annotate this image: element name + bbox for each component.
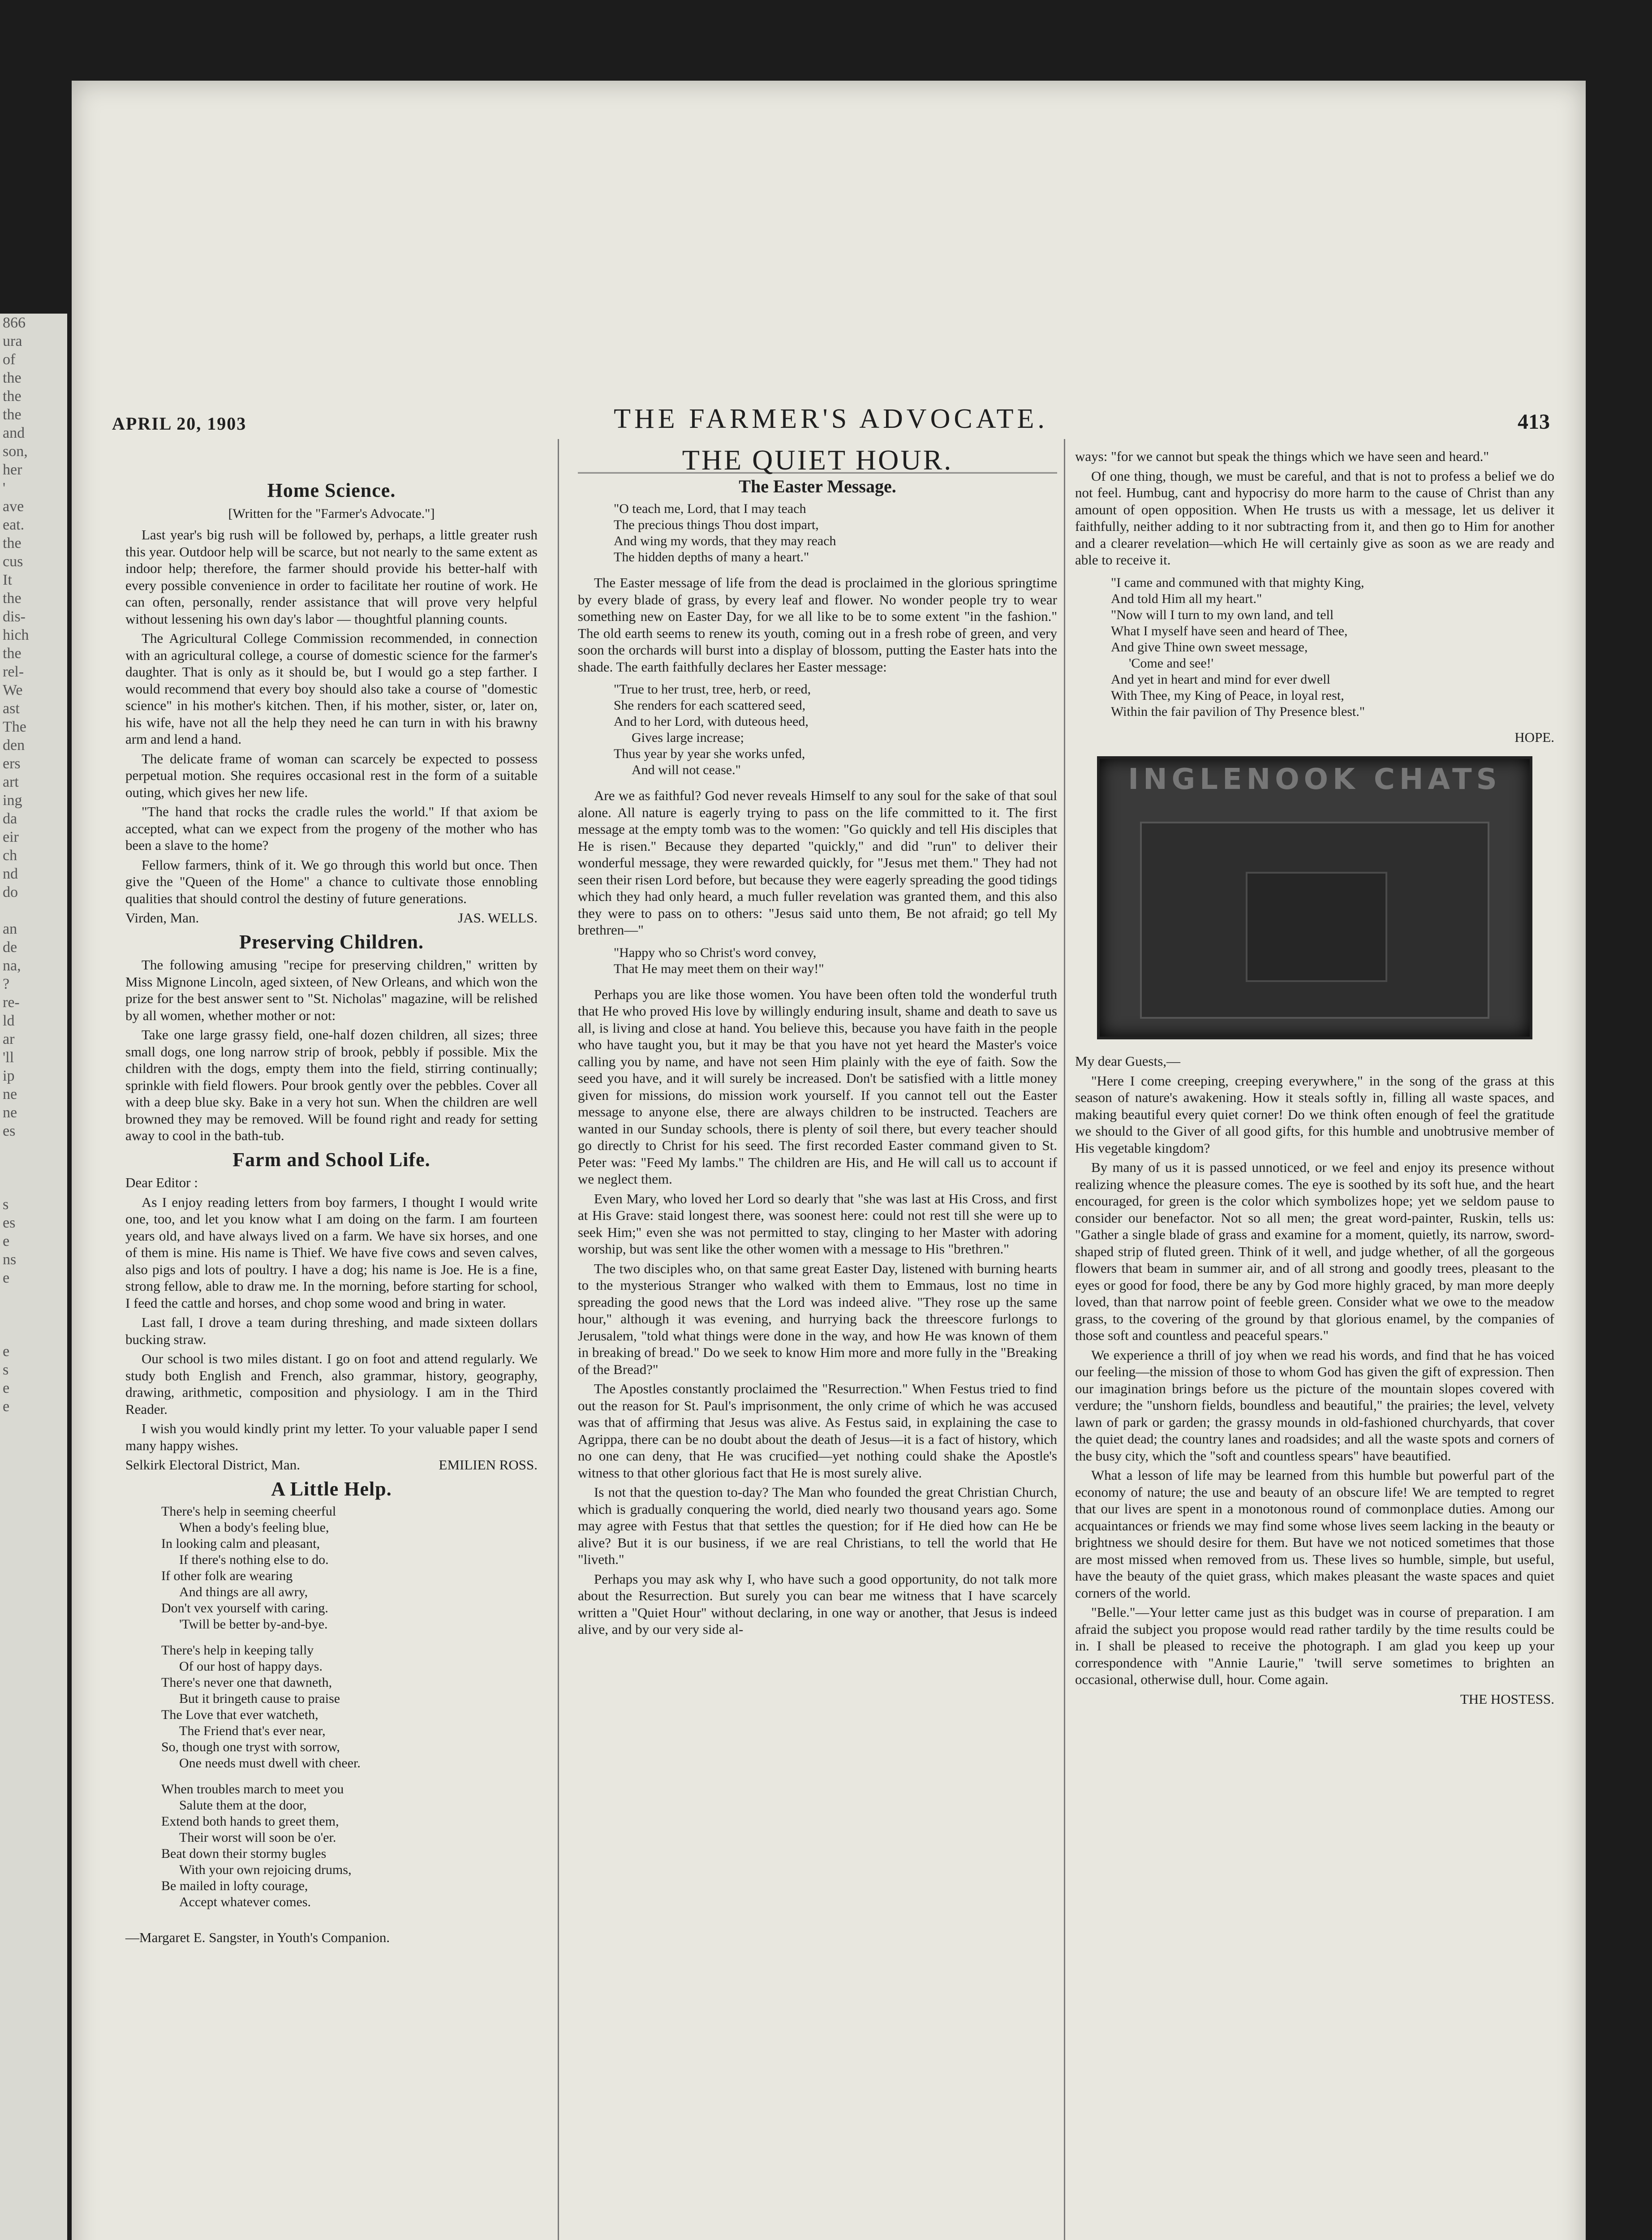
facing-page-fragment: re- [3, 994, 20, 1011]
page-header [112, 403, 1550, 435]
short-verse [614, 945, 1057, 977]
poem-line: The Friend that's ever near, [179, 1723, 326, 1738]
poem-line: One needs must dwell with cheer. [179, 1756, 361, 1770]
little-help-attribution: —Margaret E. Sangster, in Youth's Companion. [125, 1930, 390, 1945]
facing-page-fragment: da [3, 810, 17, 827]
verse-line: "I came and communed with that mighty King, [1111, 575, 1364, 590]
stanza-break [161, 1771, 538, 1781]
poem-line: Be mailed in lofty courage, [161, 1878, 308, 1893]
easter-body-d [1075, 468, 1554, 569]
facing-page-fragment: es [3, 1215, 16, 1231]
easter-body-c [578, 986, 1057, 1638]
preserving-children-body [125, 956, 538, 1144]
facing-page-fragment: her [3, 461, 22, 478]
poem-line: 'Twill be better by-and-bye. [179, 1617, 328, 1632]
little-help-heading: A Little Help. [271, 1478, 392, 1500]
poem-line: If other folk are wearing [161, 1568, 293, 1583]
poem-line: Accept whatever comes. [179, 1895, 311, 1909]
home-science-paragraph: The Agricultural College Commission recommended, in connection with an agricultural college, a course of domestic science for the farmer's daughter. That is only as it should be, but I would go a step farther. I would recommend that every boy should also take a course of "domestic science" in his mother's kitchen. Then, if his mother, sister, or, later on, his wife, have not all the help they need he can turn in with his brawny arm and lend a hand. [125, 630, 538, 747]
facing-page-fragment: ave [3, 498, 24, 515]
verse-line: And give Thine own sweet message, [1111, 639, 1308, 655]
inglenook-signature: THE HOSTESS. [1460, 1691, 1554, 1707]
facing-page-fragment [0, 901, 67, 920]
farm-school-paragraph: Last fall, I drove a team during threshing, and made sixteen dollars bucking straw. [125, 1314, 538, 1347]
poem-line: When a body's feeling blue, [179, 1520, 329, 1535]
home-science-paragraph: Fellow farmers, think of it. We go through this world but once. Then give the "Queen of the Home" a chance to cultivate those ennobling qualities that should control the destiny of future generations. [125, 857, 538, 906]
column-left [125, 475, 538, 1949]
middle-verse [614, 681, 1057, 778]
page-number: 413 [1518, 410, 1550, 434]
verse-line: And wing my words, that they may reach [614, 534, 836, 548]
inglenook-salutation: My dear Guests,— [1075, 1053, 1181, 1069]
facing-page-fragment: eat. [3, 517, 25, 533]
easter-paragraph: The Apostles constantly proclaimed the "Resurrection." When Festus tried to find out the reason for St. Paul's imprisonment, the only crime of which he was accused was that of affirming that Jesus was alive. As Festus said, in explaining the case to Agrippa, there can be no doubt about the death of Jesus—it is a fact of history, which no one can deny, that He was crucified—yet nothing could shake the Apostle's witness to that other glorious fact that He is most surely alive. [578, 1381, 1057, 1481]
facing-page-fragment: dis- [3, 608, 26, 625]
verse-line: And told Him all my heart." [1111, 591, 1262, 606]
facing-page-fragment: ld [3, 1012, 15, 1029]
verse-line: What I myself have seen and heard of Thee, [1111, 623, 1348, 638]
farm-school-paragraph: As I enjoy reading letters from boy farmers, I thought I would write one, too, and let you know what I am doing on the farm. I am fourteen years old, and have always lived on a farm. We have six horses, and one of them is mine. His name is Thief. We have five cows and seven calves, also pigs and lots of poultry. I have a dog; his name is Joe. He is a fine, strong fellow, able to draw me. In the morning, before starting for school, I feed the cattle and horses, and chop some wood and bring in water. [125, 1194, 538, 1311]
quiet-hour-signature: HOPE. [1514, 729, 1554, 745]
facing-page-fragment: s [3, 1361, 9, 1378]
home-science-paragraph: "The hand that rocks the cradle rules the world." If that axiom be accepted, what can we expect from the progeny of the mother who has been a slave to the home? [125, 804, 538, 853]
facing-page-fragment: ers [3, 755, 21, 772]
quiet-hour-continuation: ways: "for we cannot but speak the things which we have seen and heard." [1075, 448, 1489, 464]
inglenook-chats-banner [1097, 756, 1532, 1039]
verse-line: The precious things Thou dost impart, [614, 517, 819, 532]
poem-line: So, though one tryst with sorrow, [161, 1740, 340, 1754]
verse-line: "Now will I turn to my own land, and tell [1111, 607, 1334, 622]
verse-line: Within the fair pavilion of Thy Presence blest." [1111, 704, 1365, 719]
farm-school-salutation: Dear Editor : [125, 1175, 198, 1190]
verse-line: With Thee, my King of Peace, in loyal rest, [1111, 688, 1344, 703]
easter-paragraph: Even Mary, who loved her Lord so dearly that "she was last at His Cross, and first at His Grave: staid longest there, was soonest here: could not rest till she were up to seek Him;" even she was not permitted to stay, clinging to her Master with adoring worship, but was sent like the other women with a message to His "brethren." [578, 1190, 1057, 1257]
poem-line: Extend both hands to greet them, [161, 1814, 339, 1829]
facing-page-fragment [0, 1305, 67, 1324]
easter-paragraph: The Easter message of life from the dead is proclaimed in the glorious springtime by every blade of grass, by every leaf and flower. No wonder people try to wear something new on Easter Day, for we all like to be to some extent "in the fashion." The old earth seems to renew its youth, coming out in a fresh robe of green, and very soon the orchards will burst into a display of blossom, putting the Easter hats into the shade. The earth faithfully declares her Easter message: [578, 575, 1057, 675]
facing-page-fragment: e [3, 1233, 10, 1249]
inglenook-paragraph: "Belle."—Your letter came just as this budget was in course of preparation. I am afraid the subject you propose would read rather tardily by the time results could be in. I shall be pleased to receive the photograph. I am glad you keep up your correspondence with "Annie Laurie," 'twill serve sometimes to brighten an occasional, otherwise dull, hour. Come again. [1075, 1604, 1554, 1687]
facing-page-fragment: ne [3, 1104, 17, 1121]
verse-line: And to her Lord, with duteous heed, [614, 714, 809, 729]
inglenook-paragraph: "Here I come creeping, creeping everywhere," in the song of the grass at this season of nature's awakening. How it steals softly in, filling all waste spaces, and making beautiful every quiet corner! Do we think often enough of feel the gratitude we should to the Giver of all good gifts, for this humble and unobtrusive member of His vegetable kingdom? [1075, 1073, 1554, 1156]
facing-page-fragment: na, [3, 957, 21, 974]
facing-page-fragment: do [3, 884, 18, 900]
easter-body-b [578, 787, 1057, 939]
column-right [1075, 448, 1554, 1710]
inglenook-paragraph: By many of us it is passed unnoticed, or we feel and enjoy its presence without realizing whence the pleasure comes. The eye is soothed by its soft hue, and the heart encouraged, for green is the color which symbolizes hope; yet we seldom pause to consider our benefactor. Not so all men; the great word-painter, Ruskin, tells us: "Gather a single blade of grass and examine for a moment, quietly, its narrow, sword-shaped strip of fluted green. Think of it well, and judge whether, of all the gorgeous flowers that beam in summer air, and of all strong and goodly trees, pleasant to the eyes or good for food, there be any by God more highly graced, by man more deeply loved, than that narrow point of feeble green. Consider what we owe to the meadow grass, to the covering of the ground by that glorious enamel, by the companies of those soft and countless and peaceful spears." [1075, 1159, 1554, 1343]
facing-page-fragment: ns [3, 1251, 17, 1268]
poem-line: When troubles march to meet you [161, 1782, 344, 1796]
facing-page-fragment: art [3, 774, 19, 790]
verse-line: And yet in heart and mind for ever dwell [1111, 672, 1330, 687]
facing-page-fragment: ip [3, 1068, 15, 1084]
home-science-note: [Written for the "Farmer's Advocate."] [228, 506, 435, 521]
facing-page-edge [0, 314, 67, 2240]
facing-page-fragment: and [3, 425, 25, 441]
home-science-body [125, 526, 538, 907]
facing-page-fragment: e [3, 1270, 10, 1286]
inglenook-paragraph: What a lesson of life may be learned from this humble but powerful part of the economy of nature; the use and beauty of an obscure life! We are tempted to regret that our lives are spent in a monotonous round of commonplace duties. Among our acquaintances or friends we may find some whose lives seem lacking in the beauty or brightness we should desire for them. But have we not noticed sometimes that those are most missed when removed from us. These lives so humble, simple, but useful, have the beauty of the quiet grass, which makes pleasant the waste spaces and quiet corners of the world. [1075, 1467, 1554, 1601]
facing-page-fragment: ' [3, 480, 6, 496]
poem-line: Salute them at the door, [179, 1798, 307, 1813]
column-middle [578, 444, 1057, 1641]
facing-page-fragment: es [3, 1123, 16, 1139]
home-science-heading: Home Science. [267, 479, 396, 501]
easter-paragraph: The two disciples who, on that same great Easter Day, listened with burning hearts to the mysterious Stranger who walked with them to Emmaus, lost no time in spreading the good news that the Lord was indeed alive. "They rose up the same hour," although it was evening, and hurrying back the threescore furlongs to Jerusalem, "told what things were done in the way, and how He was known of them in breaking of bread." Do we seek to know Him more and more fully in the "Breaking of the Bread?" [578, 1260, 1057, 1377]
facing-page-fragment: of [3, 351, 16, 368]
fireplace-illustration [1140, 822, 1489, 1019]
facing-page-fragment: rel- [3, 663, 24, 680]
farm-school-author: EMILIEN ROSS. [439, 1457, 538, 1473]
facing-page-fragment: the [3, 535, 22, 551]
facing-page-fragment: ing [3, 792, 22, 809]
column-rule-2 [1064, 439, 1065, 2240]
facing-page-fragment: It [3, 572, 12, 588]
poem-line: There's help in seeming cheerful [161, 1504, 336, 1519]
home-science-place: Virden, Man. [125, 910, 199, 926]
home-science-paragraph: The delicate frame of woman can scarcely be expected to possess perpetual motion. She requires occasional rest in the form of a suitable outing, which gives her new life. [125, 750, 538, 800]
poem-line: With your own rejoicing drums, [179, 1862, 352, 1877]
stanza-break [161, 1910, 538, 1920]
facing-page-fragment: hich [3, 627, 29, 643]
poem-line: Their worst will soon be o'er. [179, 1830, 336, 1845]
facing-page-fragment: e [3, 1343, 10, 1360]
home-science-signature [125, 909, 538, 926]
poem-line: In looking calm and pleasant, [161, 1536, 320, 1551]
preserving-children-paragraph: Take one large grassy field, one-half dozen children, all sizes; three small dogs, one long narrow strip of brook, pebbly if possible. Mix the children with the dogs, empty them into the field, stirring continually; sprinkle with field flowers. Pour brook gently over the pebbles. Cover all with a deep blue sky. Bake in a very hot sun. When the children are well browned they may be removed. Will be found right and ready for setting away to cool in the bath-tub. [125, 1027, 538, 1143]
farm-school-place: Selkirk Electoral District, Man. [125, 1457, 300, 1473]
inglenook-body [1075, 1073, 1554, 1688]
poem-line: Don't vex yourself with caring. [161, 1601, 328, 1615]
facing-page-fragment: ast [3, 700, 20, 717]
facing-page-fragment: de [3, 939, 17, 956]
quiet-hour-title: THE QUIET HOUR. [578, 452, 1057, 474]
facing-page-fragment: cus [3, 553, 23, 570]
facing-page-fragment: the [3, 388, 22, 405]
home-science-paragraph: Last year's big rush will be followed by, perhaps, a little greater rush this year. Outdoor help will be scarce, but not nearly to the same extent as indoor help; therefore, the farmer should provide his better-half with every possible convenience in order to facilitate her routine of work. He can often, personally, render assistance that will prove very helpful without lessening his own day's labor — thoughtful planning counts. [125, 527, 538, 627]
facing-page-fragment [0, 1324, 67, 1342]
verse-line: She renders for each scattered seed, [614, 698, 806, 713]
poem-line: The Love that ever watcheth, [161, 1707, 318, 1722]
facing-page-fragment: the [3, 645, 22, 662]
home-science-author: JAS. WELLS. [458, 910, 538, 926]
facing-page-fragment: eir [3, 829, 19, 845]
easter-body-a [578, 574, 1057, 675]
verse-line: The hidden depths of many a heart." [614, 550, 809, 564]
facing-page-fragment [0, 1140, 67, 1159]
verse-line: That He may meet them on their way!" [614, 961, 824, 976]
poem-line: And things are all awry, [179, 1585, 308, 1599]
verse-line: "True to her trust, tree, herb, or reed, [614, 682, 811, 697]
poem-line: There's help in keeping tally [161, 1643, 314, 1658]
easter-paragraph: Are we as faithful? God never reveals Himself to any soul for the sake of that soul alone. All nature is eagerly trying to pass on the life committed to it. The first message at the empty tomb was to the women: "Go quickly and tell His disciples that He is risen." Because they departed "quickly," and did "run" to deliver their wonderful message, they were rewarded quickly, for "Jesus met them." They had not seen their risen Lord before, but because they were eagerly spreading the good tidings which they had only heard, a much fuller revelation was granted them, and this also they were to pass on to others: "Jesus said unto them, Be not afraid; go tell My brethren—" [578, 788, 1057, 938]
facing-page-fragment: ch [3, 847, 17, 864]
facing-page-fragment: 'll [3, 1049, 14, 1066]
facing-page-fragment: nd [3, 866, 18, 882]
facing-page-fragment: e [3, 1398, 10, 1415]
stanza-break [161, 1633, 538, 1642]
farm-school-paragraph: I wish you would kindly print my letter. To your valuable paper I send many happy wishes. [125, 1421, 538, 1453]
facing-page-fragment: ne [3, 1086, 17, 1103]
poem-line: There's never one that dawneth, [161, 1675, 332, 1690]
verse-line: Gives large increase; [632, 730, 744, 745]
easter-paragraph: Is not that the question to-day? The Man who founded the great Christian Church, which is gradually conquering the world, died nearly two thousand years ago. Some may agree with Festus that that settles the question; for if He died how can He be alive? But it is our business, if we are real Christians, to tell the world that He "liveth." [578, 1484, 1057, 1567]
facing-page-fragment: son, [3, 443, 28, 460]
verse-line: "Happy who so Christ's word convey, [614, 945, 817, 960]
facing-page-fragment [0, 1177, 67, 1195]
facing-page-fragment [0, 1287, 67, 1305]
farm-school-signature [125, 1456, 538, 1473]
facing-page-fragment: ar [3, 1031, 15, 1047]
easter-paragraph: Perhaps you are like those women. You have been often told the wonderful truth that He who proved His love by willingly enduring insult, shame and death to save us all, is living and close at hand. You believe this, because you have faith in the people who have taught you, but it may be that you have not yet heard the Master's voice calling you by name, and have not seen Him plainly with the eye of faith. Sow the seed you have, and it will surely be increased. Don't be satisfied with a little money given for missions, do mission work yourself. If you cannot tell out the Easter message to anyone else, there are always children to be instructed. Teachers are wanted in our Sunday schools, there is plenty of soil there, but every teacher should go directly to Christ for his seed. The first recorded Easter command given to St. Peter was: "Feed My lambs." The children are His, and He will call us to account if we neglect them. [578, 986, 1057, 1187]
easter-paragraph: Of one thing, though, we must be careful, and that is not to profess a belief we do not feel. Humbug, cant and hypocrisy do more harm to the cause of Christ than any amount of open opposition. When He trusts us with a message, let us deliver it faithfully, neither adding to it nor subtracting from it, and then go to Him for another and a clearer revelation—which He will certainly give as soon as we are ready and able to receive it. [1075, 468, 1554, 568]
preserving-children-paragraph: The following amusing "recipe for preserving children," written by Miss Mignone Lincoln, aged sixteen, of New Orleans, and which won the prize for the best answer sent to "St. Nicholas" magazine, will be relished by all women, whether mother or not: [125, 957, 538, 1023]
poem-line: But it bringeth cause to praise [179, 1691, 340, 1706]
closing-verse [1111, 575, 1554, 720]
facing-page-fragment: We [3, 682, 23, 698]
facing-page-fragment: an [3, 921, 17, 937]
masthead-title: THE FARMER'S ADVOCATE. [614, 404, 1048, 434]
easter-paragraph: Perhaps you may ask why I, who have such a good opportunity, do not talk more about the Resurrection. But surely you can bear me witness that I have scarcely written a "Quiet Hour" without declaring, in one way or another, that Jesus is indeed alive, and by our very side al- [578, 1571, 1057, 1637]
facing-page-fragment: ? [3, 976, 10, 992]
facing-page-number: 866 [3, 314, 26, 331]
column-rule-1 [558, 439, 559, 2240]
poem-line: Of our host of happy days. [179, 1659, 323, 1674]
facing-page-fragment: e [3, 1380, 10, 1396]
farm-school-heading: Farm and School Life. [232, 1148, 430, 1171]
verse-line: And will not cease." [632, 762, 741, 777]
poem-line: Beat down their stormy bugles [161, 1846, 327, 1861]
issue-date: APRIL 20, 1903 [112, 414, 247, 434]
facing-page-fragment: The [3, 719, 26, 735]
poem-line: If there's nothing else to do. [179, 1552, 329, 1567]
facing-page-fragment: the [3, 370, 22, 386]
preserving-children-heading: Preserving Children. [239, 930, 424, 953]
inglenook-label: INGLENOOK CHATS [1128, 763, 1501, 796]
farm-school-body [125, 1194, 538, 1454]
verse-line: 'Come and see!' [1129, 655, 1214, 671]
facing-page-fragment [0, 1159, 67, 1177]
facing-page-fragment: the [3, 406, 22, 423]
easter-message-heading: The Easter Message. [739, 476, 896, 496]
farm-school-paragraph: Our school is two miles distant. I go on foot and attend regularly. We study both English and French, also grammar, history, geography, drawing, arithmetic, composition and physiology. I am in the Third Reader. [125, 1351, 538, 1417]
facing-page-fragments [0, 332, 67, 1416]
facing-page-fragment: den [3, 737, 25, 754]
facing-page-fragment: s [3, 1196, 9, 1213]
opening-verse [614, 501, 1057, 565]
little-help-poem [161, 1503, 538, 1920]
facing-page-fragment: the [3, 590, 22, 607]
facing-page-fragment: ura [3, 333, 22, 349]
newspaper-page [72, 81, 1586, 2240]
inglenook-paragraph: We experience a thrill of joy when we read his words, and find that he has voiced our feeling—the mission of those to whom God has given the gift of expression. Then our imagination brings before us the picture of the mountain slopes covered with verdure; the "unshorn fields, boundless and beautiful," the prairies; the level, velvety lawn of park or garden; the grassy mounds in old-fashioned churchyards, that cover the quiet dead; the country lanes and roadsides; and all the waste spots and corners of the busy city, which the "soft and countless spears" have beautified. [1075, 1347, 1554, 1464]
verse-line: "O teach me, Lord, that I may teach [614, 501, 806, 516]
verse-line: Thus year by year she works unfed, [614, 746, 805, 761]
